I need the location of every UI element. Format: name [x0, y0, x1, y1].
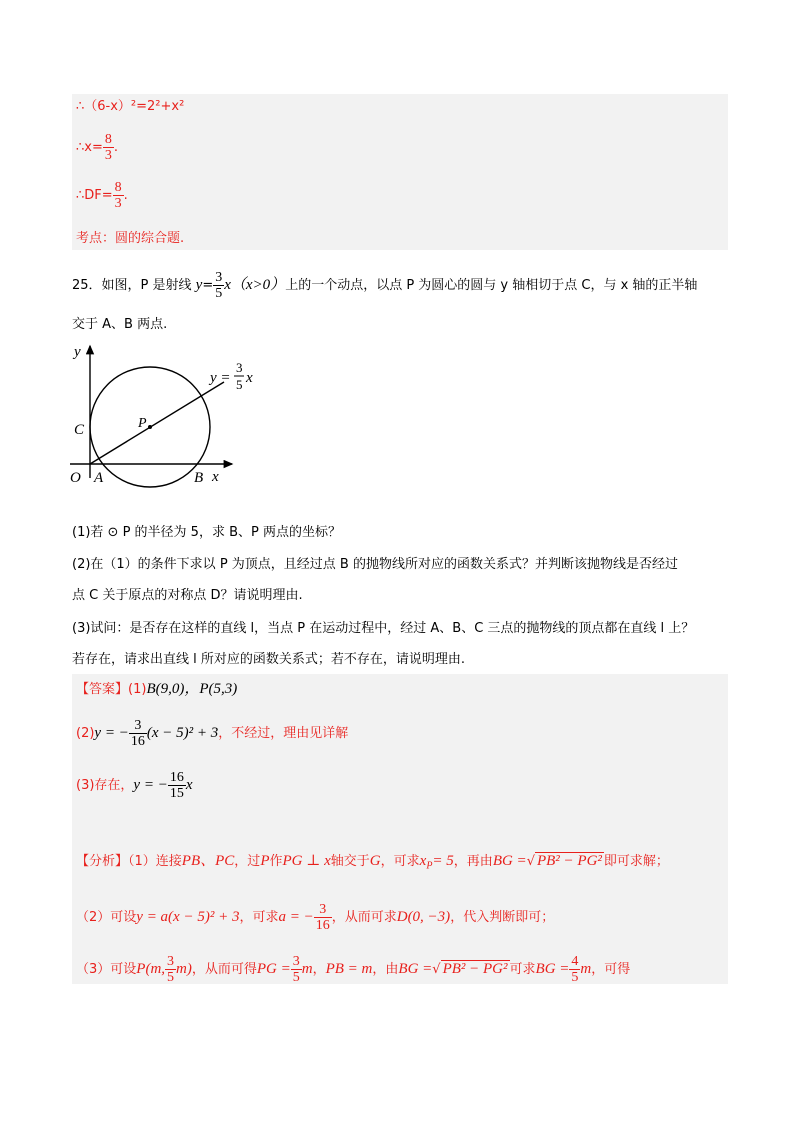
text: 上的一个动点，以点 P 为圆心的圆与 y 轴相切于点 C，与 x 轴的正半轴	[285, 278, 698, 293]
math: =	[202, 278, 214, 293]
denominator: 5	[292, 970, 300, 985]
math: y = −	[133, 777, 168, 793]
math: B(9,0)，P(5,3)	[146, 681, 238, 697]
denominator: 3	[104, 148, 112, 163]
math: y = −	[94, 725, 129, 741]
math: y = a(x − 5)² + 3	[136, 909, 240, 925]
math: PG ⊥ x	[282, 853, 331, 869]
text: 即可求解；	[603, 854, 669, 869]
math: m)	[176, 961, 192, 977]
answer-line-2	[76, 718, 348, 749]
fraction	[291, 954, 302, 985]
math: x	[185, 777, 193, 793]
math: BG =	[492, 853, 527, 869]
text: (2)	[76, 726, 95, 741]
numerator: 3	[129, 718, 147, 734]
analysis-line-3: （3）可设P(m, $\frac{3}{5}$ m)，从而可得PG = $\frac{3}{5}$ m，PB = m，由BG =√ PB² − PG² 可求BG = $\frac{4}{5}$ m，可得	[76, 954, 631, 985]
fraction	[314, 902, 332, 933]
analysis-line-1: 【分析】（1）连接PB、PC，过P作PG ⊥ x轴交于G，可求$x_P= 5$，再由BG =√ PB² − PG² 即可求解；	[76, 853, 669, 872]
numerator: 3	[215, 270, 223, 285]
numerator: 16	[169, 770, 184, 785]
point-p	[148, 425, 152, 429]
solution-line-2	[76, 132, 118, 163]
text: ，过	[234, 854, 261, 869]
math: (x − 5)² + 3	[146, 725, 219, 741]
math: PB² − PG²	[536, 853, 602, 869]
denominator: 16	[130, 734, 145, 749]
ray-line	[90, 382, 224, 464]
text: （3）可设	[76, 962, 137, 977]
math: = 5	[432, 853, 454, 869]
sub-question-2a: (2)在（1）的条件下求以 P 为顶点，且经过点 B 的抛物线所对应的函数关系式？并判断该抛物线是否经过	[72, 557, 678, 572]
text: ，由	[372, 962, 399, 977]
text: (3)存在，	[76, 778, 134, 793]
sub-question-1: (1)若 ⊙ P 的半径为 5，求 B、P 两点的坐标？	[72, 525, 341, 540]
numerator: 3	[314, 902, 332, 918]
math: D(0, −3)	[396, 909, 451, 925]
label-x: x	[212, 469, 219, 485]
text: .	[123, 188, 128, 203]
label-b: B	[194, 470, 204, 486]
fraction	[213, 270, 224, 301]
math: PB² − PG²	[442, 961, 508, 977]
label-o: O	[70, 470, 81, 486]
denominator: 15	[169, 786, 184, 801]
text: ，可求	[380, 854, 420, 869]
line-eq-num: 3	[236, 360, 243, 375]
math: a = −	[278, 909, 314, 925]
text: ∴x=	[76, 140, 103, 155]
sub-question-3a: (3)试问：是否存在这样的直线 l，当点 P 在运动过程中，经过 A、B、C 三点的抛物线的顶点都在直线 l 上？	[72, 621, 695, 636]
text: ，可得	[591, 962, 631, 977]
line-eq-x: x	[246, 370, 253, 386]
math: PG =	[256, 961, 291, 977]
line-eq-den: 5	[236, 377, 243, 392]
text: (1)	[128, 682, 147, 697]
math: PB = m	[325, 961, 373, 977]
label-c: C	[74, 422, 85, 438]
text: ∴DF=	[76, 188, 113, 203]
text: ，代入判断即可；	[450, 910, 555, 925]
math: m	[301, 961, 313, 977]
fraction	[569, 954, 580, 985]
denominator: 3	[114, 196, 122, 211]
kaodian-line: 考点：圆的综合题.	[76, 231, 185, 246]
math: y	[195, 277, 203, 293]
analysis-line-2	[76, 902, 554, 933]
math: BG =	[535, 961, 570, 977]
numerator: 8	[114, 180, 122, 195]
fraction	[113, 180, 124, 211]
text: ，可求	[239, 910, 279, 925]
numerator: 3	[292, 954, 300, 969]
math: G	[369, 853, 381, 869]
sub-question-3b: 若存在，请求出直线 l 所对应的函数关系式；若不存在，请说明理由.	[72, 652, 466, 667]
label-y: y	[74, 344, 81, 360]
text: .	[113, 140, 118, 155]
denominator: 16	[315, 918, 330, 933]
math: PB、PC	[181, 853, 235, 869]
numerator: 8	[104, 132, 112, 147]
text: ，	[312, 962, 326, 977]
sub-question-2b: 点 C 关于原点的对称点 D？请说明理由.	[72, 588, 303, 603]
text: （2）可设	[76, 910, 137, 925]
answer-tag: 【答案】	[76, 682, 129, 697]
fraction	[165, 954, 176, 985]
text: 轴交于	[330, 854, 370, 869]
question-25-intro	[72, 270, 697, 301]
text: ，从而可求	[331, 910, 397, 925]
geometry-figure	[62, 338, 262, 494]
math: x（x>0）	[224, 277, 286, 293]
denominator: 5	[215, 286, 223, 301]
solution-line-1: ∴（6-x）²=2²+x²	[76, 99, 185, 114]
text: （1）连接	[128, 854, 182, 869]
analysis-tag: 【分析】	[76, 854, 129, 869]
text: ，从而可得	[191, 962, 257, 977]
text: 作	[269, 854, 283, 869]
math: P	[426, 860, 433, 872]
solution-line-3	[76, 180, 128, 211]
fraction	[129, 718, 147, 749]
fraction	[168, 770, 186, 801]
math: P	[260, 853, 270, 869]
math: P(m,	[136, 961, 166, 977]
answer-line-3	[76, 770, 193, 801]
denominator: 5	[571, 970, 579, 985]
math: BG =	[398, 961, 433, 977]
text: ，不经过，理由见详解	[218, 726, 349, 741]
line-eq-lhs: y =	[210, 370, 231, 386]
text: ，再由	[453, 854, 493, 869]
label-a: A	[94, 470, 104, 486]
text: 可求	[509, 962, 536, 977]
label-p: P	[138, 416, 147, 431]
fraction	[103, 132, 114, 163]
denominator: 5	[167, 970, 175, 985]
answer-line-1	[76, 680, 237, 699]
numerator: 3	[167, 954, 175, 969]
solution-block-top	[72, 94, 728, 250]
text: 25．如图，P 是射线	[72, 278, 192, 293]
math: x	[419, 853, 427, 869]
numerator: 4	[571, 954, 579, 969]
math: m	[580, 961, 592, 977]
question-25-intro-2: 交于 A、B 两点.	[72, 317, 168, 332]
